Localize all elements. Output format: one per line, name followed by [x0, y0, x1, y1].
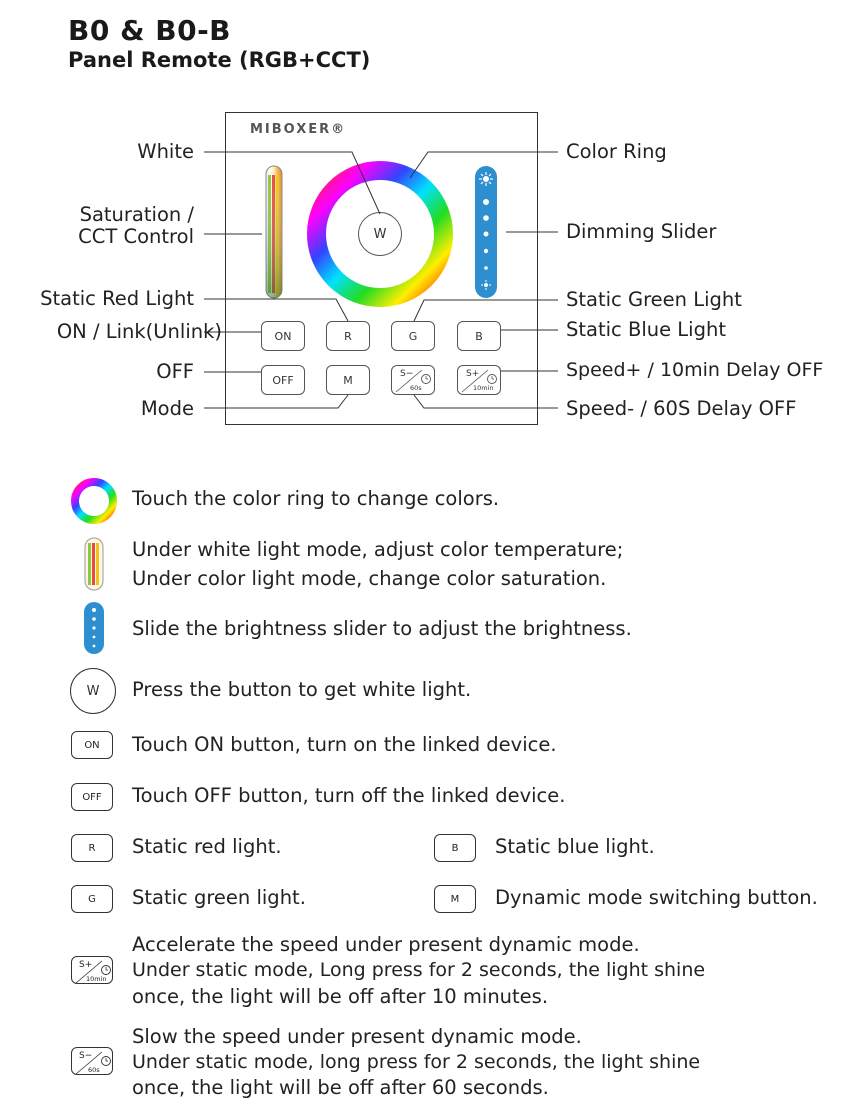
on-legend-icon: ON [71, 731, 113, 759]
white-legend-icon: W [70, 668, 116, 714]
callout-static-green: Static Green Light [566, 288, 742, 311]
legend-speed-minus-text-3: once, the light will be off after 60 seconds. [132, 1076, 549, 1099]
speed-minus-legend-icon [71, 1047, 113, 1075]
callout-dimming-slider: Dimming Slider [566, 220, 717, 243]
speed-plus-bottom: 10min [473, 384, 494, 392]
legend-speed-minus-text-1: Slow the speed under present dynamic mode. [132, 1025, 582, 1048]
off-legend-icon: OFF [71, 783, 113, 811]
legend-speed-plus-text-2: Under static mode, Long press for 2 seconds, the light shine [132, 959, 706, 981]
legend-r-text: Static red light. [132, 835, 282, 858]
mode-button[interactable]: M [326, 365, 370, 395]
callout-speed-plus: Speed+ / 10min Delay OFF [566, 359, 824, 381]
callout-static-red: Static Red Light [40, 287, 194, 310]
b-legend-icon: B [434, 834, 476, 862]
speed-minus-top: S− [400, 369, 414, 379]
speed-plus-legend-top: S+ [79, 960, 93, 970]
legend-g-text: Static green light. [132, 886, 306, 909]
callout-mode: Mode [140, 397, 194, 420]
callout-speed-minus: Speed- / 60S Delay OFF [566, 397, 797, 420]
m-legend-icon: M [434, 885, 476, 913]
r-legend-icon: R [71, 834, 113, 862]
brightness-legend-icon [82, 601, 106, 655]
page-title: B0 & B0-B [68, 14, 232, 47]
legend-white-text: Press the button to get white light. [132, 678, 472, 701]
brand-logo: MIBOXER® [250, 122, 347, 137]
off-button[interactable]: OFF [261, 365, 305, 395]
speed-plus-legend-bottom: 10min [86, 975, 107, 983]
callout-color-ring: Color Ring [566, 140, 667, 163]
legend-on-text: Touch ON button, turn on the linked device. [132, 733, 557, 756]
speed-minus-legend-top: S− [79, 1051, 93, 1061]
legend-speed-plus-text-3: once, the light will be off after 10 minutes. [132, 985, 549, 1008]
g-legend-icon: G [71, 885, 113, 913]
speed-minus-legend-bottom: 60s [88, 1066, 100, 1074]
page-subtitle: Panel Remote (RGB+CCT) [68, 48, 371, 72]
green-button[interactable]: G [391, 321, 435, 351]
callout-static-blue: Static Blue Light [566, 318, 726, 341]
callout-off: OFF [156, 360, 194, 383]
blue-button[interactable]: B [457, 321, 501, 351]
legend-cct-text-2: Under color light mode, change color saturation. [132, 567, 607, 590]
on-button[interactable]: ON [261, 321, 305, 351]
legend-speed-plus-text-1: Accelerate the speed under present dynamic mode. [132, 933, 640, 956]
callout-saturation-1: Saturation / [79, 203, 194, 226]
legend-m-text: Dynamic mode switching button. [495, 886, 818, 909]
speed-plus-legend-icon [71, 956, 113, 984]
legend-brightness-text: Slide the brightness slider to adjust the brightness. [132, 617, 632, 640]
color-ring-legend-icon [70, 477, 118, 525]
callout-on-link: ON / Link(Unlink) [56, 320, 222, 343]
speed-minus-bottom: 60s [410, 384, 422, 392]
legend-cct-text-1: Under white light mode, adjust color temperature; [132, 538, 624, 561]
legend-speed-minus-text-2: Under static mode, long press for 2 seconds, the light shine [132, 1051, 701, 1073]
red-button[interactable]: R [326, 321, 370, 351]
speed-plus-top: S+ [466, 369, 480, 379]
legend-b-text: Static blue light. [495, 835, 655, 858]
cct-legend-icon [82, 537, 106, 591]
legend-color-ring-text: Touch the color ring to change colors. [132, 487, 500, 510]
callout-saturation-2: CCT Control [78, 225, 194, 248]
legend-off-text: Touch OFF button, turn off the linked device. [132, 784, 566, 807]
white-button[interactable]: W [358, 212, 402, 256]
callout-white: White [137, 140, 194, 163]
